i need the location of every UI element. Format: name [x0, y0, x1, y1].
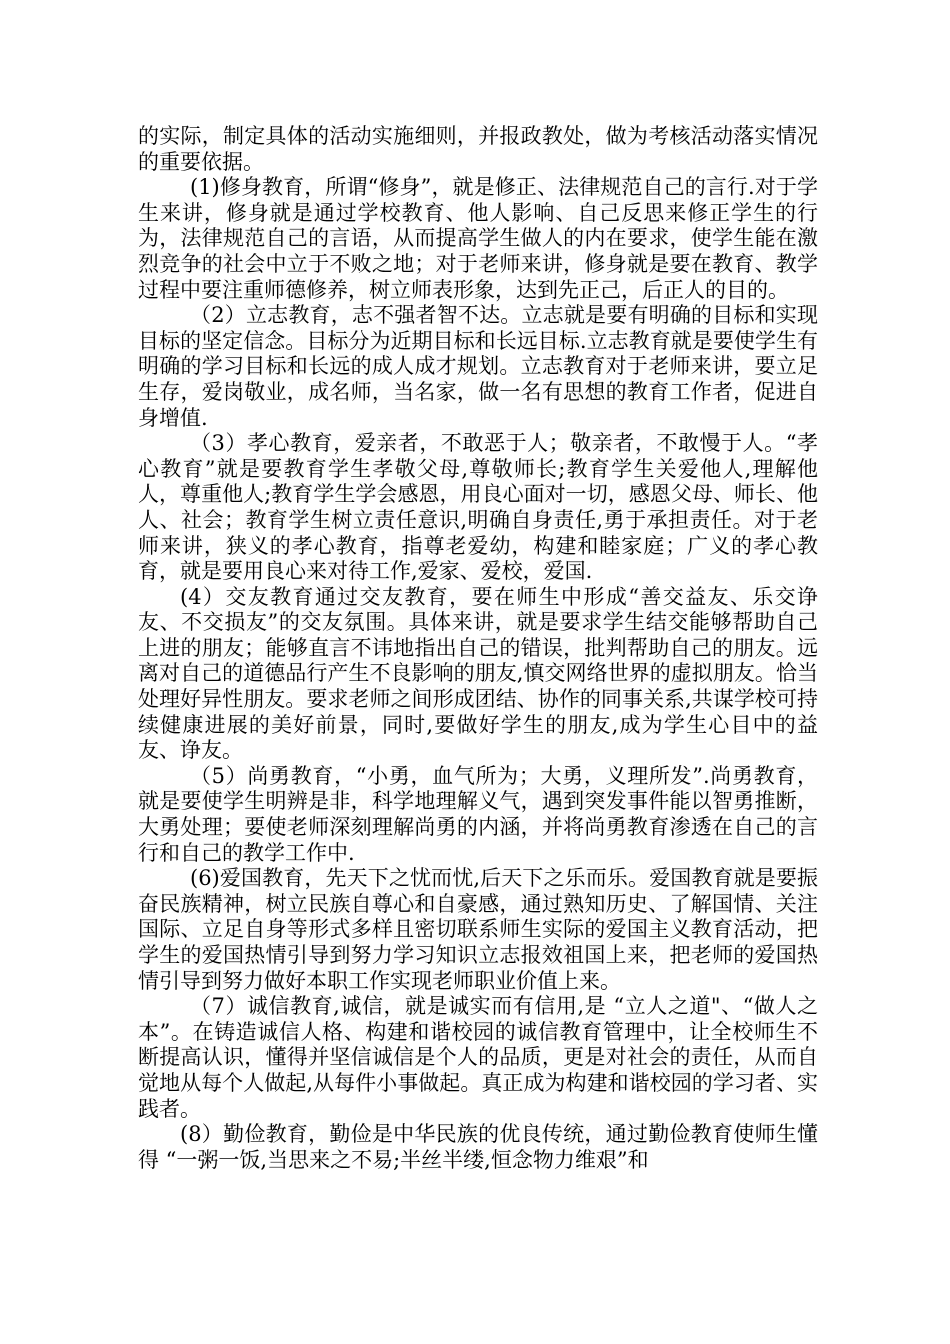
paragraph-intro-continuation: 的实际，制定具体的活动实施细则，并报政教处，做为考核活动落实情况的重要依据。 — [138, 124, 818, 174]
paragraph-integrity: （7）诚信教育,诚信，就是诚实而有信用,是 “立人之道"、“做人之本”。在铸造诚信人格、构建和谐校园的诚信教育管理中，让全校师生不断提高认识，懂得并坚信诚信是个人的品质，更是对社会的责任，从而自觉地从每个人做起,从每件小事做起。真正成为构建和谐校园的学习者、实践者。 — [138, 994, 818, 1121]
paragraph-ambition: （2）立志教育，志不强者智不达。立志就是要有明确的目标和实现目标的坚定信念。目标分为近期目标和长远目标.立志教育就是要使学生有明确的学习目标和长远的成人成才规划。立志教育对于老师来讲，要立足生存，爱岗敬业，成名师，当名家，做一名有思想的教育工作者，促进自身增值. — [138, 303, 818, 430]
paragraph-friendship: (4）交友教育通过交友教育，要在师生中形成“善交益友、乐交诤友、不交损友”的交友氛围。具体来讲，就是要求学生结交能够帮助自己上进的朋友；能够直言不讳地指出自己的错误，批判帮助自己的朋友。远离对自己的道德品行产生不良影响的朋友,慎交网络世界的虚拟朋友。恰当处理好异性朋友。要求老师之间形成团结、协作的同事关系,共谋学校可持续健康进展的美好前景，同时,要做好学生的朋友,成为学生心目中的益友、诤友。 — [138, 584, 818, 763]
paragraph-self-cultivation: (1)修身教育，所谓“修身”，就是修正、法律规范自己的言行.对于学生来讲，修身就是通过学校教育、他人影响、自己反思来修正学生的行为，法律规范自己的言语，从而提高学生做人的内在要求，使学生能在激烈竞争的社会中立于不败之地；对于老师来讲，修身就是要在教育、教学过程中要注重师德修养，树立师表形象，达到先正己，后正人的目的。 — [138, 175, 818, 302]
body-text — [138, 124, 818, 1173]
paragraph-filial-piety: （3）孝心教育，爱亲者，不敢恶于人；敬亲者，不敢慢于人。“孝心教育”就是要教育学生孝敬父母,尊敬师长;教育学生关爱他人,理解他人，尊重他人;教育学生学会感恩，用良心面对一切，感恩父母、师长、他人、社会；教育学生树立责任意识,明确自身责任,勇于承担责任。对于老师来讲，狭义的孝心教育，指尊老爱幼，构建和睦家庭；广义的孝心教育，就是要用良心来对待工作,爱家、爱校，爱国. — [138, 431, 818, 584]
paragraph-courage: （5）尚勇教育，“小勇，血气所为；大勇，义理所发”.尚勇教育，就是要使学生明辨是非，科学地理解义气，遇到突发事件能以智勇推断，大勇处理；要使老师深刻理解尚勇的内涵，并将尚勇教育渗透在自己的言行和自己的教学工作中. — [138, 763, 818, 865]
paragraph-patriotism: (6)爱国教育，先天下之忧而忧,后天下之乐而乐。爱国教育就是要振奋民族精神，树立民族自尊心和自豪感，通过熟知历史、了解国情、关注国际、立足自身等形式多样且密切联系师生实际的爱国主义教育活动，把学生的爱国热情引导到努力学习知识立志报效祖国上来，把老师的爱国热情引导到努力做好本职工作实现老师职业价值上来。 — [138, 866, 818, 993]
paragraph-thrift: (8）勤俭教育，勤俭是中华民族的优良传统，通过勤俭教育使师生懂得 “一粥一饭,当思来之不易;半丝半缕,恒念物力维艰”和 — [138, 1122, 818, 1172]
